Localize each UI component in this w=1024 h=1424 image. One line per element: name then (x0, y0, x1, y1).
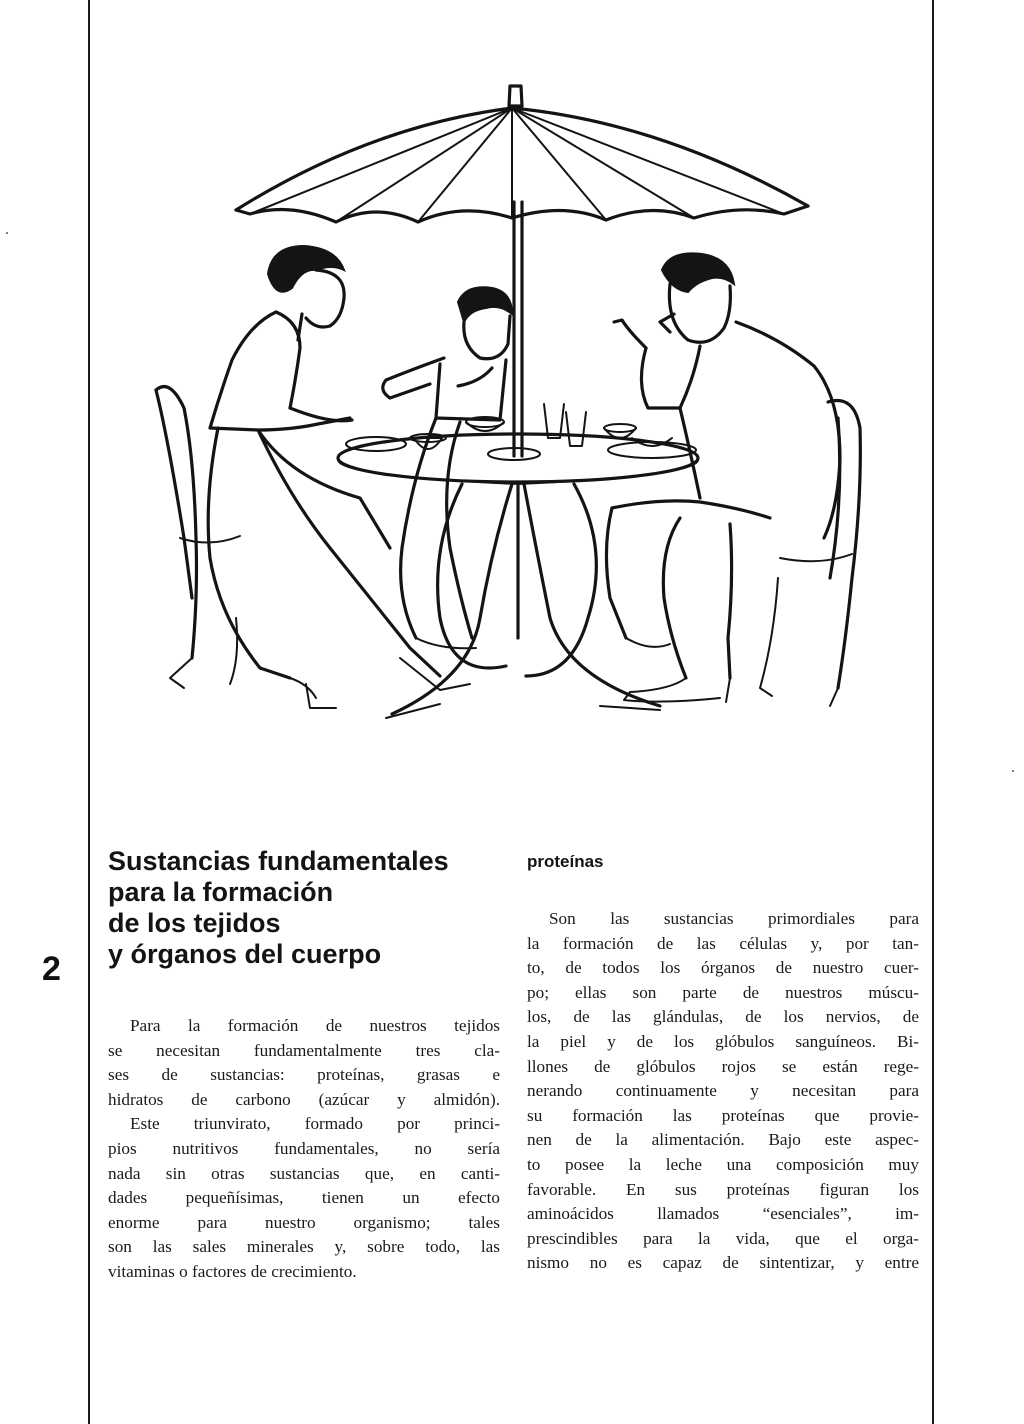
text-line: la formación de las células y, por tan- (527, 933, 919, 953)
left-column-text (108, 1014, 500, 1285)
title-line: para la formación (108, 877, 334, 907)
title-line: de los tejidos (108, 908, 281, 938)
text-line: llones de glóbulos rojos se están rege- (527, 1056, 919, 1076)
left-margin-rule (88, 0, 90, 1424)
text-line: nada sin otras sustancias que, en canti- (108, 1163, 500, 1183)
text-line: se necesitan fundamentalmente tres cla- (108, 1040, 500, 1060)
title-line: y órganos del cuerpo (108, 939, 382, 969)
paragraph-intro (108, 1014, 500, 1112)
text-line: vitaminas o factores de crecimiento. (108, 1261, 357, 1281)
text-line: la piel y de los glóbulos sanguíneos. Bi- (527, 1031, 919, 1051)
text-line: Este triunvirato, formado por princi- (130, 1114, 500, 1134)
man-figure (606, 253, 860, 706)
boy-figure (383, 287, 512, 648)
section-title (108, 846, 508, 970)
text-line: nismo no es capaz de sintentizar, y entre (527, 1253, 919, 1273)
text-line: pios nutritivos fundamentales, no sería (108, 1138, 500, 1158)
text-line: su formación las proteínas que provie- (527, 1105, 919, 1125)
text-line: to, de todos los órganos de nuestro cuer- (527, 958, 919, 978)
right-column-text (527, 907, 919, 1276)
right-margin-rule (932, 0, 934, 1424)
text-line: nen de la alimentación. Bajo este aspec- (527, 1130, 919, 1150)
title-line: Sustancias fundamentales (108, 846, 449, 876)
family-meal-drawing (140, 78, 900, 728)
text-line: po; ellas son parte de nuestros múscu- (527, 982, 919, 1002)
text-line: dades pequeñísimas, tienen un efecto (108, 1188, 500, 1208)
text-line: aminoácidos llamados “esenciales”, im- (527, 1204, 919, 1224)
page-number: 2 (42, 950, 61, 988)
text-line: hidratos de carbono (azúcar y almidón). (108, 1089, 500, 1109)
text-line: Son las sustancias primordiales para (549, 909, 919, 928)
scan-speck (1012, 770, 1014, 772)
text-line: los, de las glándulas, de los nervios, de (527, 1007, 919, 1027)
text-line: enorme para nuestro organismo; tales (108, 1212, 500, 1232)
family-meal-illustration (140, 78, 900, 728)
paragraph-triumvirate (108, 1112, 500, 1284)
scan-speck (6, 232, 8, 234)
paragraph-proteins (527, 907, 919, 1276)
proteins-heading: proteínas (527, 852, 604, 871)
text-line: prescindibles para la vida, que el orga- (527, 1228, 919, 1248)
text-line: son las sales minerales y, sobre todo, las (108, 1237, 500, 1257)
text-line: ses de sustancias: proteínas, grasas e (108, 1065, 500, 1085)
text-line: to posee la leche una composición muy (527, 1154, 919, 1174)
table (338, 404, 698, 718)
text-line: Para la formación de nuestros tejidos (130, 1016, 500, 1035)
text-line: favorable. En sus proteínas figuran los (527, 1179, 919, 1199)
text-line: nerando continuamente y necesitan para (527, 1081, 919, 1101)
